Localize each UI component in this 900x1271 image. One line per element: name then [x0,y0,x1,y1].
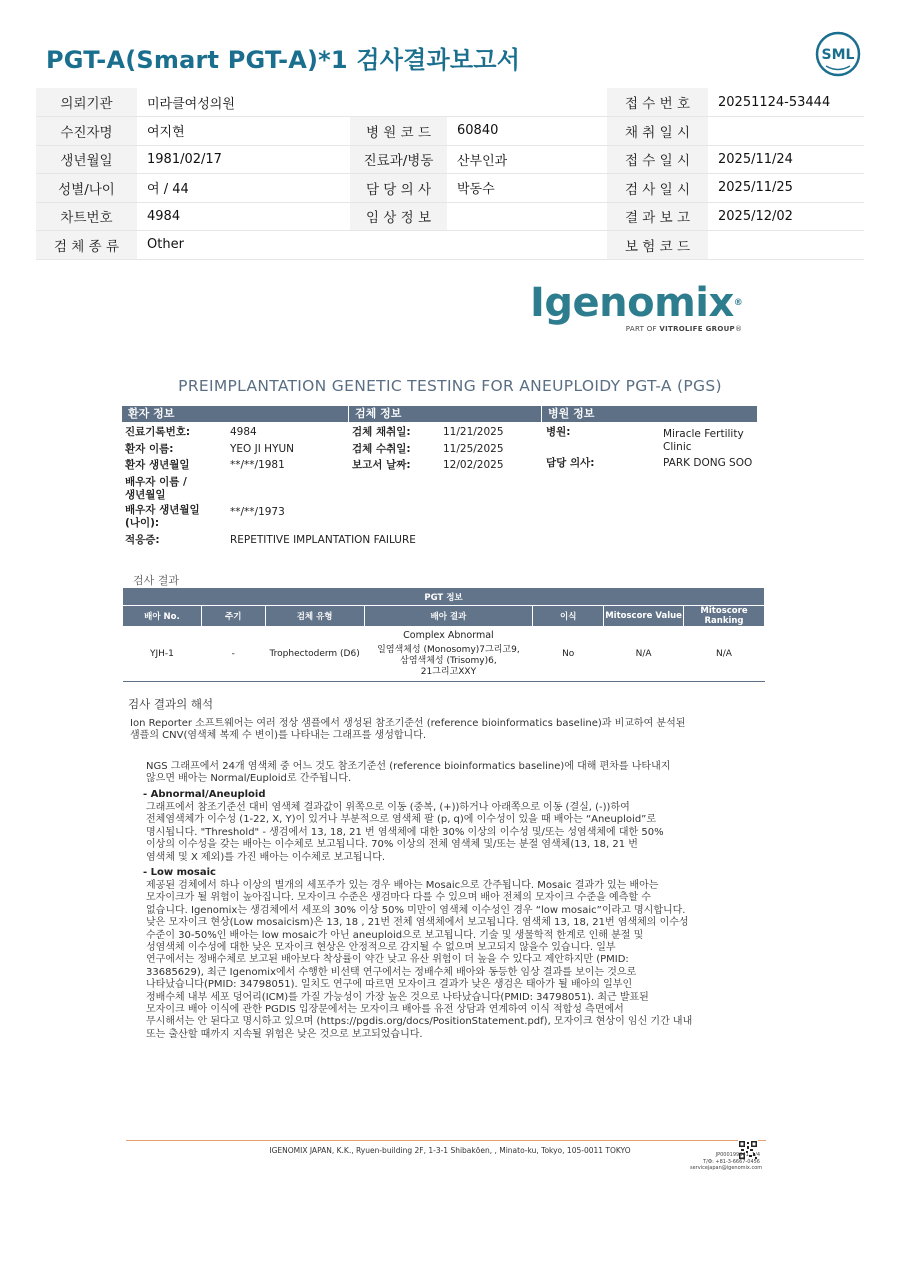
igenomix-logo [530,280,743,333]
low-mosaic-text: 제공된 검체에서 하나 이상의 별개의 세포주가 있는 경우 배아는 Mosaic으로 간주됩니다. Mosaic 결과가 있는 배아는 모자이크가 될 위험이 높아집니다. 모자이크 수준은 생검마다 다를 수 있으며 배아 전체의 모자이크 수준을 예측할 수 없습니다. Igenomix는 생검체에서 세포의 30% 이상 50% 미만이 염색체 이수성인 경우 “low mosaic”이라고 명시합니다. 낮은 모자이크 현상(Low mosaicism)은 13, 18 , 21번 전체 염색체에서 보고됩니다. 염색체 13, 18, 21번 염색체의 이수성 수준이 30-50%인 배아는 low mosaic가 아닌 aneuploid으로 보고됩니다. 기술 및 생물학적 한계로 인해 분절 및 성염색체 이수성에 대한 낮은 모자이크 현상은 안정적으로 감지될 수 없으며 보고되지 않을수 있습니다. 일부 연구에서는 정배수체로 보고된 배아보다 착상률이 약간 낮고 유산 위험이 더 높을 수 있다고 제안하지만 (PMID: 33685629), 최근 Igenomix에서 수행한 비선택 연구에서는 정배수체 배아와 동등한 임상 결과를 보이는 것으로 나타났습니다(PMID: 34798051). 일치도 연구에 따르면 모자이크 결과가 낮은 생검은 태아가 될 배아의 일부인 정배수체 내부 세포 덩어리(ICM)를 가질 가능성이 가장 높은 것으로 나타났습니다(PMID: 34798051). 최근 발표된 모자이크 배아 이식에 관한 PGDIS 입장문에서는 모자이크 배아를 유전 상담과 연계하여 이식 적합성 측면에서 무시해서는 안 된다고 명시하고 있으며 (https://pgdis.org/docs/PositionStatement.pdf), 모자이크 현상이 임신 기간 내내 또는 출산할 때까지 지속될 위험은 낮은 것으로 보고되었습니다. [146,880,693,1040]
hospital-label: 병원: [546,426,571,438]
results-section-label: 검사 결과 [133,574,180,587]
collection-datetime [708,117,864,146]
footer-divider [126,1140,766,1141]
sex-age: 여 / 44 [137,174,350,203]
hospital-info-heading: 병원 정보 [542,406,757,422]
label-collection-datetime: 채 취 일 시 [607,117,708,146]
footer-doc-code: JP000199941 1/4 [715,1152,760,1158]
col-cycle: 주기 [201,606,265,627]
igenomix-tagline: PART OF VITROLIFE GROUP® [625,325,743,333]
spouse-dob-label: 배우자 생년월일 (나이): [125,504,200,529]
interpretation-title: 검사 결과의 해석 [128,697,214,711]
header-info-table [36,88,864,260]
igenomix-reg: ® [733,298,743,308]
footer-address: IGENOMIX JAPAN, K.K., Ryuen-building 2F, 1-3-1 Shibakōen, , Minato-ku, Tokyo, 105-0011 TOKYO [269,1146,631,1155]
label-referring-institution: 의뢰기관 [36,88,137,117]
record-no-label: 진료기록번호: [125,426,191,438]
sample-type: Trophectoderm (D6) [265,627,364,682]
label-patient-name: 수진자명 [36,117,137,146]
mitoscore-ranking: N/A [684,627,765,682]
chart-no: 4984 [137,202,350,231]
table-row [123,627,765,682]
spouse-dob: **/**/1973 [230,506,285,518]
abnormal-heading: - Abnormal/Aneuploid [143,789,266,800]
accession-no: 20251124-53444 [708,88,864,117]
label-hospital-code: 병 원 코 드 [350,117,447,146]
header-row [36,202,864,231]
department: 산부인과 [447,145,607,174]
col-sample-type: 검체 유형 [265,606,364,627]
col-mitoscore-ranking: Mitoscore Ranking [684,606,765,627]
received-date: 11/25/2025 [443,443,504,455]
sml-logo-text: SML [821,47,855,63]
header-row [36,88,864,117]
transfer: No [533,627,604,682]
report-date: 12/02/2025 [443,459,504,471]
hospital-code: 60840 [447,117,607,146]
col-embryo-no: 배아 No. [123,606,202,627]
label-test-datetime: 검 사 일 시 [607,174,708,203]
low-mosaic-heading: - Low mosaic [143,867,216,878]
test-datetime: 2025/11/25 [708,174,864,203]
embryo-result: Complex Abnormal 일염색체성 (Monosomy)7그리고9, 삼염색체성 (Trisomy)6, 21그리고XXY [364,627,533,682]
patient-dob: **/**/1981 [230,459,285,471]
birth-date: 1981/02/17 [137,145,350,174]
sml-logo-icon [814,30,862,78]
footer-email: servicejapan@igenomix.com [690,1165,763,1171]
result-report: 2025/12/02 [708,202,864,231]
sample-info-heading: 검체 정보 [349,406,541,422]
header-row [36,231,864,260]
clinical-info [447,202,607,231]
collection-date: 11/21/2025 [443,426,504,438]
insurance-code [708,231,864,260]
col-mitoscore-value: Mitoscore Value [604,606,684,627]
label-received-datetime: 접 수 일 시 [607,145,708,174]
abnormal-text: 그래프에서 참조기준선 대비 염색체 결과값이 위쪽으로 이동 (중복, (+))하거나 아래쪽으로 이동 (결실, (-))하여 전체염색체가 이수성 (1-22, X, Y)이 있거나 부분적으로 염색체 팔 (p, q)에 이수성이 있을 때 배아는 “Aneuploid”로 명시됩니다. "Threshold" - 생검에서 13, 18, 21 번 염색체에 대한 30% 이상의 이수성 및/또는 성염색체에 대한 50% 이상의 이수성을 갖는 배아는 이수체로 보고됩니다. 70% 이상의 전체 염색체 및/또는 분절 염색체(13, 18, 21 번 염색체 및 X 제외)를 가진 배아는 이수체로 보고됩니다. [146,802,664,863]
interpretation-ngs: NGS 그래프에서 24개 염색체 중 어느 것도 참조기준선 (reference bioinformatics baseline)에 대해 편차를 나타내지 않으면 배아는 Normal/Euploid로 간주됩니다. [146,761,671,785]
label-clinical-info: 임 상 정 보 [350,202,447,231]
label-insurance-code: 보 험 코 드 [607,231,708,260]
col-embryo-result: 배아 결과 [364,606,533,627]
header-row [36,174,864,203]
patient-dob-label: 환자 생년월일 [125,459,190,471]
label-department: 진료과/병동 [350,145,447,174]
patient-name: 여지현 [137,117,350,146]
label-result-report: 결 과 보 고 [607,202,708,231]
referring-institution: 미라클여성의원 [137,88,350,117]
report-title: PGT-A(Smart PGT-A)*1 검사결과보고서 [46,46,521,74]
mitoscore-value: N/A [604,627,684,682]
footer-phone: T/Ф: +81-3-6667-0456 [703,1159,760,1165]
cycle: - [201,627,265,682]
igenomix-brand: Igenomix [530,280,734,326]
embryo-no: YJH-1 [123,627,202,682]
collection-date-label: 검체 채취일: [352,426,411,438]
specimen-type: Other [137,231,350,260]
header-row [36,145,864,174]
spouse-name-label: 배우자 이름 / 생년월일 [125,476,187,501]
patient-name-label: 환자 이름: [125,443,174,455]
label-accession-no: 접 수 번 호 [607,88,708,117]
doctor-label: 담당 의사: [546,457,595,469]
col-transfer: 이식 [533,606,604,627]
record-no: 4984 [230,426,257,438]
received-date-label: 검체 수취일: [352,443,411,455]
pgt-title: PREIMPLANTATION GENETIC TESTING FOR ANEUPLOIDY PGT-A (PGS) [178,377,722,395]
label-doctor: 담 당 의 사 [350,174,447,203]
patient-name-en: YEO JI HYUN [230,443,295,455]
hospital-name: Miracle Fertility Clinic [663,428,744,453]
label-birth-date: 생년월일 [36,145,137,174]
indication-label: 적응증: [125,534,160,546]
header-row [36,117,864,146]
patient-info-heading: 환자 정보 [122,406,348,422]
results-table-title: PGT 정보 [123,588,765,606]
results-table [122,587,765,682]
label-sex-age: 성별/나이 [36,174,137,203]
interpretation-intro: Ion Reporter 소프트웨어는 여러 정상 샘플에서 생성된 참조기준선 (reference bioinformatics baseline)과 비교하여 분석된 샘플의 CNV(염색체 복제 수 변이)를 나타내는 그래프를 생성합니다. [130,718,686,742]
report-date-label: 보고서 날짜: [352,459,411,471]
label-specimen-type: 검 체 종 류 [36,231,137,260]
label-chart-no: 차트번호 [36,202,137,231]
doctor-name: PARK DONG SOO [663,457,753,469]
received-datetime: 2025/11/24 [708,145,864,174]
doctor: 박동수 [447,174,607,203]
indication: REPETITIVE IMPLANTATION FAILURE [230,534,416,546]
